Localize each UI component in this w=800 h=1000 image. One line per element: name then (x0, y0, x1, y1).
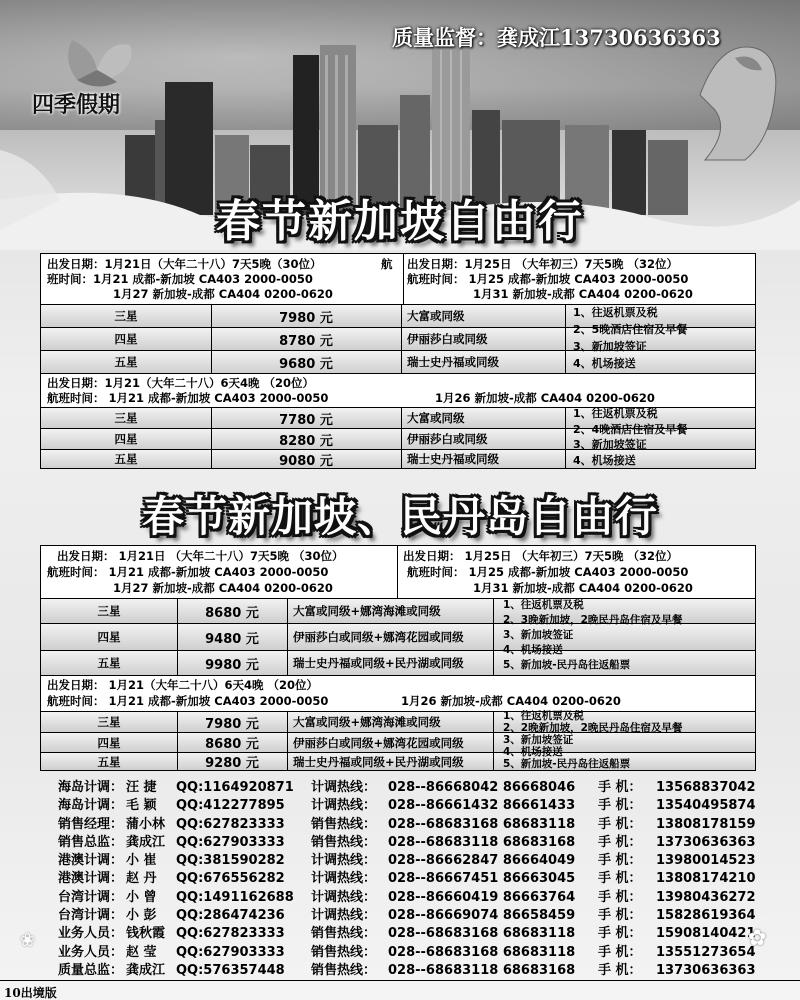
s2-right-depart: 出发日期： 1月25日 （大年初三）7天5晚 （32位） (403, 549, 679, 563)
s1-right-flight1: 航班时间： 1月25 成都-新加坡 CA403 2000-0050 (407, 272, 689, 286)
s1-bottom-flight-left: 航班时间： 1月21 成都-新加坡 CA403 2000-0050 (47, 391, 329, 405)
contact-mobile: 13808178159 (656, 816, 756, 832)
hotel: 伊丽莎白或同级 (407, 332, 488, 346)
hotel: 大富或同级 (407, 411, 465, 425)
flower-icon: ❀ (20, 930, 36, 951)
contact-mobile: 13568837042 (656, 780, 756, 795)
section1-second-header (41, 373, 755, 407)
contact-row (58, 870, 758, 888)
contact-row (58, 797, 758, 815)
contact-list (58, 779, 758, 980)
s1-right-depart: 出发日期：1月25日 （大年初三）7天5晚 （32位） (407, 257, 679, 271)
star-rating: 四星 (97, 735, 121, 750)
contact-hotline-label: 计调热线： (311, 889, 377, 905)
contact-row (58, 834, 758, 852)
contact-phones: 028--86660419 86663764 (388, 889, 576, 905)
contact-row (58, 925, 758, 943)
contact-row (58, 944, 758, 962)
contact-hotline-label: 销售热线： (311, 962, 377, 978)
star-rating: 三星 (97, 604, 121, 618)
s1-right-flight2: 1月31 新加坡-成都 CA404 0200-0620 (473, 287, 693, 301)
contact-row (58, 816, 758, 834)
star-rating: 五星 (114, 452, 138, 466)
contact-qq: QQ:627903333 (176, 834, 285, 850)
star-rating: 三星 (114, 411, 138, 425)
include-item: 1、往返机票及税 (503, 599, 584, 611)
contact-role: 港澳计调： (58, 853, 124, 869)
s2-bottom-depart: 出发日期： 1月21（大年二十八）6天4晚 （20位） (47, 678, 319, 692)
price: 9080 元 (279, 453, 333, 468)
contact-hotline-label: 计调热线： (311, 780, 377, 795)
contact-mobile: 13551273654 (656, 944, 756, 960)
hotel: 伊丽莎白或同级+娜湾花园或同级 (293, 735, 464, 750)
s1-left-flight2: 1月27 新加坡-成都 CA404 0200-0620 (113, 287, 333, 301)
s2-left-flight2: 1月27 新加坡-成都 CA404 0200-0620 (113, 581, 333, 595)
section1-title: 春节新加坡自由行 (216, 196, 584, 247)
hotel: 瑞士史丹福或同级 (407, 452, 499, 466)
star-rating: 五星 (97, 754, 121, 769)
contact-mobile: 15828619364 (656, 908, 756, 924)
header-divider (403, 254, 404, 304)
footer-divider (0, 980, 800, 981)
contact-phones: 028--86668042 86668046 (388, 780, 576, 795)
price: 8680 元 (205, 737, 259, 752)
contact-role: 港澳计调： (58, 871, 124, 887)
contact-hotline-label: 计调热线： (311, 853, 377, 869)
include-item: 3、新加坡签证 (573, 340, 647, 353)
price: 9680 元 (279, 356, 333, 372)
contact-role: 质量总监： (58, 962, 124, 978)
include-item: 3、新加坡签证 (503, 734, 574, 746)
contact-qq: QQ:1164920871 (176, 780, 294, 795)
contact-qq: QQ:576357448 (176, 962, 285, 978)
contact-mobile: 15908140421 (656, 926, 756, 942)
s2-right-flight1: 航班时间： 1月25 成都-新加坡 CA403 2000-0050 (407, 565, 689, 579)
price: 9980 元 (205, 657, 259, 673)
contact-mobile-label: 手 机： (598, 962, 642, 978)
contact-qq: QQ:676556282 (176, 871, 285, 887)
hotel: 伊丽莎白或同级 (407, 432, 488, 446)
price: 8780 元 (279, 333, 333, 349)
contact-phones: 028--68683168 68683118 (388, 816, 576, 832)
include-item: 4、机场接送 (503, 746, 563, 758)
include-item: 4、机场接送 (573, 357, 636, 370)
star-rating: 三星 (114, 309, 138, 323)
s2-top-includes (503, 598, 682, 673)
star-rating: 五星 (97, 656, 121, 670)
contact-phones: 028--68683168 68683118 (388, 944, 576, 960)
price: 9480 元 (205, 631, 259, 647)
s1-left-depart: 出发日期：1月21日（大年二十八）7天5晚（30位） (47, 257, 322, 271)
contact-mobile-label: 手 机： (598, 871, 642, 887)
s2-left-depart: 出发日期： 1月21日 （大年二十八）7天5晚 （30位） (57, 549, 344, 563)
include-item: 3、新加坡签证 (503, 629, 574, 641)
includes-divider (565, 304, 566, 373)
contact-name: 龚成江 (126, 962, 166, 978)
contact-name: 汪 捷 (126, 780, 157, 795)
contact-name: 小 崔 (126, 853, 157, 869)
contact-hotline-label: 销售热线： (311, 926, 377, 942)
price: 9280 元 (205, 756, 259, 770)
contact-row (58, 889, 758, 907)
contact-mobile-label: 手 机： (598, 798, 642, 814)
s1-left-flight1: 班时间：1月21 成都-新加坡 CA403 2000-0050 (47, 272, 313, 286)
price: 7780 元 (279, 412, 333, 428)
contact-phones: 028--68683118 68683168 (388, 962, 576, 978)
contact-hotline-label: 计调热线： (311, 871, 377, 887)
contact-mobile: 13730636363 (656, 834, 756, 850)
contact-hotline-label: 计调热线： (311, 908, 377, 924)
hotel: 瑞士史丹福或同级+民丹湖或同级 (293, 754, 464, 769)
contact-qq: QQ:286474236 (176, 908, 285, 924)
hotel: 大富或同级+娜湾海滩或同级 (293, 715, 441, 729)
contact-hotline-label: 销售热线： (311, 834, 377, 850)
include-item: 1、往返机票及税 (503, 710, 584, 722)
include-item: 5、新加坡-民丹岛往返船票 (503, 659, 631, 671)
include-item: 3、新加坡签证 (573, 438, 647, 451)
price: 8280 元 (279, 433, 333, 449)
contact-name: 小 曾 (126, 889, 157, 905)
contact-hotline-label: 计调热线： (311, 798, 377, 814)
s2-left-flight1: 航班时间： 1月21 成都-新加坡 CA403 2000-0050 (47, 565, 329, 579)
contact-qq: QQ:627903333 (176, 944, 285, 960)
contact-hotline-label: 销售热线： (311, 944, 377, 960)
contact-phones: 028--86662847 86664049 (388, 853, 576, 869)
star-rating: 四星 (97, 630, 121, 644)
quality-supervision-line: 质量监督：龚成江13730636363 (392, 25, 721, 50)
contact-role: 台湾计调： (58, 889, 124, 905)
contact-phones: 028--86669074 86658459 (388, 908, 576, 924)
s2-bottom-flight-left: 航班时间： 1月21 成都-新加坡 CA403 2000-0050 (47, 694, 329, 708)
include-item: 2、4晚酒店住宿及早餐 (573, 422, 688, 436)
contact-qq: QQ:627823333 (176, 926, 285, 942)
s2-right-flight2: 1月31 新加坡-成都 CA404 0200-0620 (473, 581, 693, 595)
include-item: 2、3晚新加坡，2晚民丹岛住宿及早餐 (503, 614, 683, 626)
section1-package-table (40, 253, 756, 469)
contact-mobile-label: 手 机： (598, 853, 642, 869)
contact-mobile-label: 手 机： (598, 944, 642, 960)
price: 8680 元 (205, 605, 259, 621)
contact-phones: 028--86667451 86663045 (388, 871, 576, 887)
section2-package-table (40, 545, 756, 771)
section2-header-block (41, 546, 755, 598)
contact-hotline-label: 销售热线： (311, 816, 377, 832)
brand-name: 四季假期 (32, 92, 121, 118)
hotel: 瑞士史丹福或同级+民丹湖或同级 (293, 656, 464, 670)
include-item: 1、往返机票及税 (573, 306, 658, 319)
hotel: 大富或同级 (407, 309, 465, 323)
contact-row (58, 907, 758, 925)
s1-left-flight-lead: 航 (381, 257, 393, 271)
contact-mobile: 13980014523 (656, 853, 756, 869)
contact-qq: QQ:381590282 (176, 853, 285, 869)
contact-mobile: 13808174210 (656, 871, 756, 887)
s2-bottom-includes (503, 710, 682, 770)
contact-qq: QQ:1491162688 (176, 889, 294, 905)
price: 7980 元 (205, 716, 259, 732)
price: 7980 元 (279, 310, 333, 326)
hotel: 大富或同级+娜湾海滩或同级 (293, 604, 441, 618)
contact-role: 业务人员： (58, 944, 124, 960)
contact-role: 业务人员： (58, 926, 124, 942)
contact-name: 毛 颖 (126, 798, 157, 814)
contact-name: 钱秋霞 (126, 926, 166, 942)
contact-role: 销售经理： (58, 816, 124, 832)
contact-phones: 028--68683168 68683118 (388, 926, 576, 942)
star-rating: 三星 (97, 715, 121, 729)
include-item: 4、机场接送 (573, 453, 636, 467)
contact-name: 赵 丹 (126, 871, 157, 887)
include-item: 4、机场接送 (503, 644, 563, 656)
include-item: 5、新加坡-民丹岛往返船票 (503, 758, 631, 770)
flower-icon: ✿ (748, 926, 767, 951)
star-rating: 四星 (114, 432, 138, 446)
contact-qq: QQ:412277895 (176, 798, 285, 814)
contact-mobile-label: 手 机： (598, 926, 642, 942)
include-item: 2、5晚酒店住宿及早餐 (573, 323, 688, 336)
s1-bottom-includes (573, 406, 687, 468)
section2-second-header (41, 675, 755, 711)
contact-mobile-label: 手 机： (598, 834, 642, 850)
s2-bottom-flight-right: 1月26 新加坡-成都 CA404 0200-0620 (401, 694, 621, 708)
s1-top-includes (573, 304, 687, 372)
contact-row (58, 962, 758, 980)
contact-mobile: 13730636363 (656, 962, 756, 978)
include-item: 2、2晚新加坡，2晚民丹岛住宿及早餐 (503, 722, 683, 734)
page-footer: 10出境版 (4, 986, 57, 1000)
contact-mobile-label: 手 机： (598, 889, 642, 905)
tri-lobe-logo-icon (52, 30, 138, 92)
contact-row (58, 779, 758, 797)
contact-role: 海岛计调： (58, 798, 124, 814)
includes-divider (565, 407, 566, 468)
star-rating: 五星 (114, 355, 138, 369)
s1-bottom-depart: 出发日期：1月21（大年二十八）6天4晚 （20位） (47, 376, 315, 390)
contact-name: 蒲小林 (126, 816, 166, 832)
contact-name: 龚成江 (126, 834, 166, 850)
contact-row (58, 852, 758, 870)
star-rating: 四星 (114, 332, 138, 346)
contact-name: 赵 莹 (126, 944, 157, 960)
hotel: 瑞士史丹福或同级 (407, 355, 499, 369)
s1-bottom-flight-right: 1月26 新加坡-成都 CA404 0200-0620 (435, 391, 655, 405)
contact-qq: QQ:627823333 (176, 816, 285, 832)
hotel: 伊丽莎白或同级+娜湾花园或同级 (293, 630, 464, 644)
contact-role: 销售总监： (58, 834, 124, 850)
contact-mobile-label: 手 机： (598, 780, 642, 795)
contact-role: 海岛计调： (58, 780, 124, 795)
contact-mobile-label: 手 机： (598, 816, 642, 832)
include-item: 1、往返机票及税 (573, 407, 658, 420)
section2-title: 春节新加坡、民丹岛自由行 (141, 492, 658, 541)
contact-role: 台湾计调： (58, 908, 124, 924)
section1-header-block (41, 254, 755, 304)
contact-mobile: 13980436272 (656, 889, 756, 905)
contact-phones: 028--68683118 68683168 (388, 834, 576, 850)
contact-mobile-label: 手 机： (598, 908, 642, 924)
contact-phones: 028--86661432 86661433 (388, 798, 576, 814)
contact-mobile: 13540495874 (656, 798, 756, 814)
contact-name: 小 彭 (126, 908, 157, 924)
